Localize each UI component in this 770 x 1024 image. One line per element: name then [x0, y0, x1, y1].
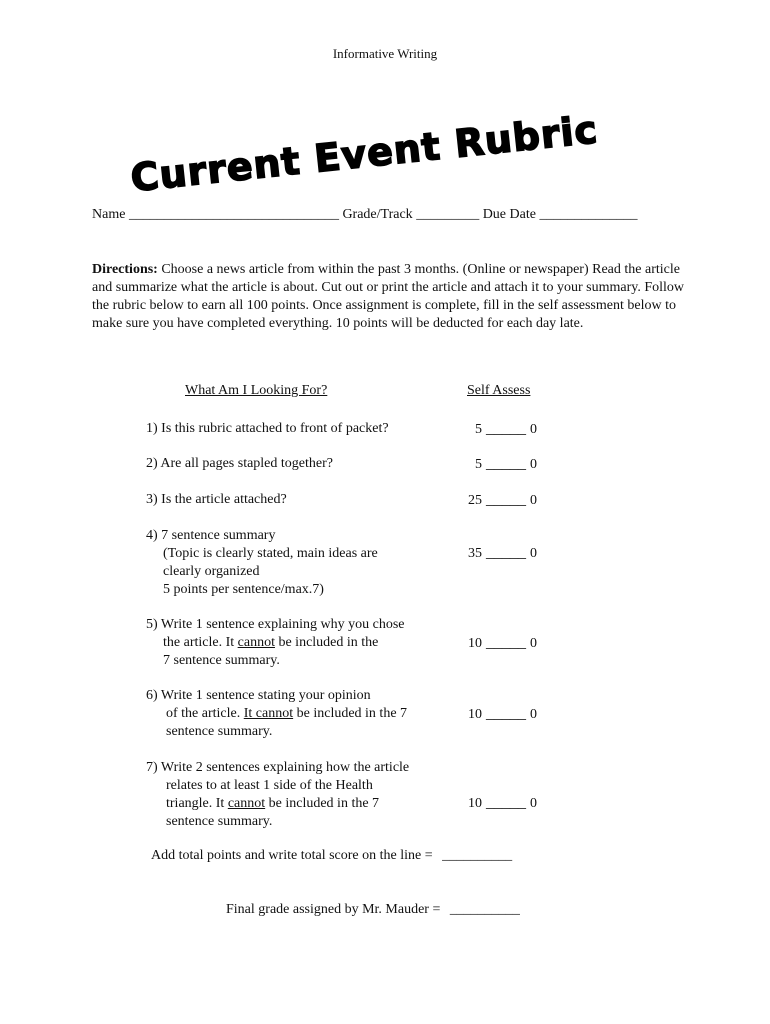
item-text: (Topic is clearly stated, main ideas are: [163, 546, 378, 561]
item-points: 10: [468, 636, 482, 651]
item-text-line: [146, 795, 409, 813]
title-graphic: [110, 92, 670, 201]
item-text: 5) Write 1 sentence explaining why you chose: [146, 617, 405, 632]
item-text: 6) Write 1 sentence stating your opinion: [146, 688, 371, 703]
item-text: 5 points per sentence/max.7): [163, 582, 324, 597]
item-zero: 0: [530, 493, 537, 508]
item-text: relates to at least 1 side of the Health: [166, 778, 373, 793]
item-points: 25: [468, 493, 482, 508]
item-text-line: [146, 634, 405, 652]
item-text: sentence summary.: [166, 724, 273, 739]
item-text: 3) Is the article attached?: [146, 492, 287, 507]
rubric-item-4: [146, 527, 378, 599]
score-blank[interactable]: _____: [486, 794, 526, 811]
name-label: Name: [92, 207, 126, 222]
item-text: clearly organized: [163, 564, 260, 579]
item-points: 10: [468, 796, 482, 811]
score-blank[interactable]: _____: [486, 705, 526, 722]
score-row-5: [440, 634, 537, 652]
score-row-7: [440, 794, 537, 812]
item-zero: 0: [530, 422, 537, 437]
rubric-item-3: [146, 491, 287, 509]
item-text: 4) 7 sentence summary: [146, 528, 276, 543]
score-blank[interactable]: _____: [486, 544, 526, 561]
rubric-item-1: [146, 420, 389, 438]
score-row-6: [440, 705, 537, 723]
score-blank[interactable]: _____: [486, 455, 526, 472]
directions-label: Directions:: [92, 262, 158, 277]
final-grade-row: [226, 902, 520, 918]
rubric-item-5: [146, 616, 405, 670]
item-points: 5: [475, 457, 482, 472]
score-row-1: [440, 420, 537, 438]
item-text: 2) Are all pages stapled together?: [146, 456, 333, 471]
item-text: 1) Is this rubric attached to front of packet?: [146, 421, 389, 436]
score-blank[interactable]: _____: [486, 491, 526, 508]
total-points-row: [151, 848, 512, 864]
item-text-underlined: cannot: [227, 796, 266, 811]
total-points-label: Add total points and write total score on the line =: [151, 848, 433, 863]
item-points: 5: [475, 422, 482, 437]
item-text: 7) Write 2 sentences explaining how the article: [146, 760, 410, 775]
due-date-label: Due Date: [482, 207, 536, 222]
rubric-item-7: [146, 759, 409, 831]
student-info-fields: [92, 207, 637, 223]
item-text-underlined: cannot: [237, 635, 275, 650]
directions-paragraph: [92, 261, 688, 333]
item-zero: 0: [530, 707, 537, 722]
final-grade-label: Final grade assigned by Mr. Mauder =: [226, 902, 441, 917]
item-text-line: [146, 705, 407, 723]
item-zero: 0: [530, 457, 537, 472]
total-points-blank[interactable]: __________: [442, 848, 513, 863]
item-text: of the article.: [166, 706, 244, 721]
score-blank[interactable]: _____: [486, 634, 526, 651]
name-blank[interactable]: ______________________________: [128, 207, 339, 222]
item-zero: 0: [530, 796, 537, 811]
column-header-self-assess: Self Assess: [467, 383, 531, 398]
item-text-underlined: It cannot: [243, 706, 294, 721]
item-text: sentence summary.: [166, 814, 273, 829]
column-header-criteria: What Am I Looking For?: [185, 383, 328, 398]
item-zero: 0: [530, 546, 537, 561]
due-date-blank[interactable]: ______________: [539, 207, 638, 222]
score-row-2: [440, 455, 537, 473]
rubric-item-6: [146, 687, 407, 741]
item-points: 10: [468, 707, 482, 722]
score-row-4: [440, 544, 537, 562]
directions-text: Choose a news article from within the past 3 months. (Online or newspaper) Read the article and summarize what the article is about. Cut out or print the article and attach it to your summary. Follow the rubric below to earn all 100 points. Once assignment is complete, fill in the self assessment below to make sure you have completed everything. 10 points will be deducted for each day late.: [92, 262, 684, 331]
grade-label: Grade/Track: [342, 207, 413, 222]
item-zero: 0: [530, 636, 537, 651]
page-title: [110, 92, 670, 201]
document-header: Informative Writing: [332, 46, 438, 61]
item-text: be included in the: [274, 635, 379, 650]
score-row-3: [440, 491, 537, 509]
item-points: 35: [468, 546, 482, 561]
item-text: triangle. It: [166, 796, 228, 811]
item-text: 7 sentence summary.: [163, 653, 280, 668]
item-text: be included in the 7: [265, 796, 380, 811]
title-text: Current Event Rubric: [128, 107, 601, 201]
item-text: be included in the 7: [293, 706, 408, 721]
score-blank[interactable]: _____: [486, 420, 526, 437]
rubric-item-2: [146, 455, 333, 473]
grade-blank[interactable]: _________: [416, 207, 480, 222]
final-grade-blank[interactable]: __________: [449, 902, 520, 917]
item-text: the article. It: [163, 635, 238, 650]
